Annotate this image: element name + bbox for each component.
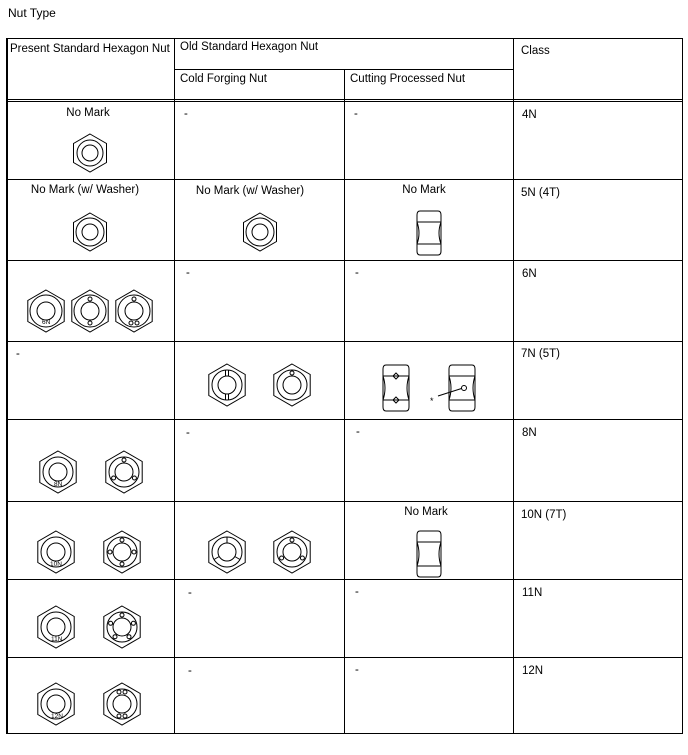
row-5-class: 8N bbox=[522, 427, 537, 439]
nut-12n-text: 12N bbox=[51, 713, 63, 720]
cold-forging-nut-three-groove-icon bbox=[205, 530, 249, 574]
header-old: Old Standard Hexagon Nut bbox=[180, 41, 319, 53]
row-3-cutting-label: - bbox=[355, 267, 359, 279]
asterisk-note: * bbox=[430, 396, 434, 406]
row-3-cold-label: - bbox=[186, 267, 190, 279]
header-cutting: Cutting Processed Nut bbox=[350, 73, 466, 85]
hex-nut-four-dot-mark-icon bbox=[100, 530, 144, 574]
cutting-nut-diamond-mark-icon bbox=[382, 364, 410, 412]
cold-forging-washer-nut-icon bbox=[240, 212, 280, 252]
row-1-cutting-label: - bbox=[354, 108, 358, 120]
row-8-cold-label: - bbox=[188, 665, 192, 677]
row-5-cutting-label: - bbox=[356, 426, 360, 438]
header-present: Present Standard Hexagon Nut bbox=[10, 43, 170, 55]
row-2-present-label: No Mark (w/ Washer) bbox=[30, 184, 140, 196]
nut-8n-text: 8N bbox=[54, 481, 63, 488]
row-2-class: 5N (4T) bbox=[521, 187, 560, 199]
hex-nut-11n-marked-icon bbox=[34, 605, 78, 649]
cold-forging-nut-two-dot-icon bbox=[270, 530, 314, 574]
header-class: Class bbox=[521, 45, 550, 57]
row-7-class: 11N bbox=[522, 587, 543, 599]
cutting-nut-side-view-icon bbox=[416, 530, 442, 578]
nut-11n-text: 11N bbox=[51, 636, 63, 643]
nut-6n-text: 6N bbox=[42, 319, 51, 326]
hex-nut-10n-marked-icon bbox=[34, 530, 78, 574]
row-5-cold-label: - bbox=[186, 427, 190, 439]
hex-nut-double-dot-mark-icon bbox=[112, 289, 156, 333]
row-6-class: 10N (7T) bbox=[521, 509, 567, 521]
hex-nut-six-dot-mark-icon bbox=[100, 682, 144, 726]
header-cold: Cold Forging Nut bbox=[180, 73, 267, 85]
hex-nut-8n-marked-icon bbox=[36, 450, 80, 494]
hex-nut-12n-marked-icon bbox=[34, 682, 78, 726]
row-8-class: 12N bbox=[522, 665, 544, 677]
hex-nut-washer-icon bbox=[70, 212, 110, 252]
row-2-cold-label: No Mark (w/ Washer) bbox=[195, 185, 305, 197]
row-1-cold-label: - bbox=[184, 108, 188, 120]
row-8-cutting-label: - bbox=[355, 664, 359, 676]
hex-nut-no-mark-icon bbox=[70, 133, 110, 173]
row-4-present-label: - bbox=[16, 348, 20, 360]
hex-nut-6n-marked-icon bbox=[24, 289, 68, 333]
page-title: Nut Type bbox=[8, 6, 56, 20]
hex-nut-dot-mark-icon bbox=[68, 289, 112, 333]
row-1-present-label: No Mark bbox=[66, 107, 110, 119]
row-7-cutting-label: - bbox=[355, 586, 359, 598]
row-7-cold-label: - bbox=[188, 587, 192, 599]
row-6-cutting-label: No Mark bbox=[404, 506, 448, 518]
cold-forging-nut-dot-icon bbox=[270, 363, 314, 407]
cold-forging-nut-groove-icon bbox=[205, 363, 249, 407]
cutting-nut-dot-mark-icon bbox=[430, 364, 478, 412]
row-2-cutting-label: No Mark bbox=[402, 184, 446, 196]
row-4-class: 7N (5T) bbox=[521, 348, 560, 360]
nut-10n-text: 10N bbox=[50, 561, 62, 568]
cutting-nut-side-view-icon bbox=[416, 210, 442, 256]
row-1-class: 4N bbox=[522, 109, 537, 121]
hex-nut-five-dot-mark-icon bbox=[100, 605, 144, 649]
hex-nut-three-dot-mark-icon bbox=[102, 450, 146, 494]
row-3-class: 6N bbox=[522, 268, 537, 280]
